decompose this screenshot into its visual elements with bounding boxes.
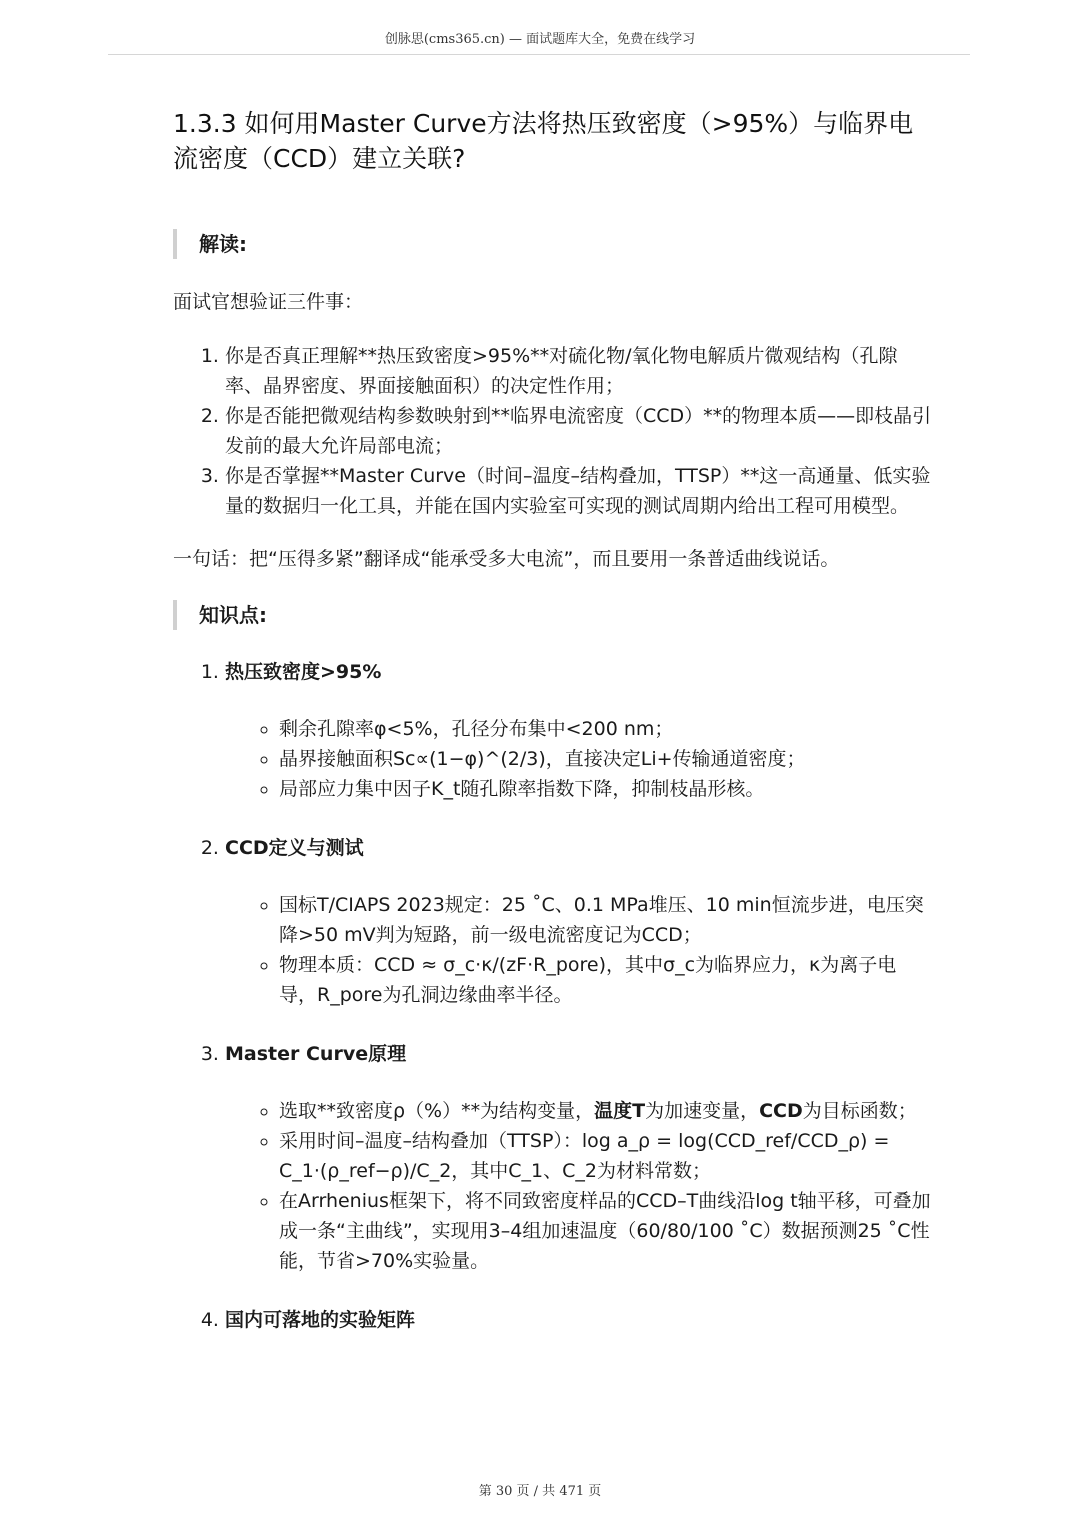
bullet-list — [225, 1096, 933, 1276]
interpretation-list — [173, 341, 933, 521]
list-item: 1. 你是否真正理解**热压致密度>95%**对硫化物/氧化物电解质片微观结构（孔隙率、晶界密度、界面接触面积）的决定性作用； — [225, 341, 933, 401]
interpretation-intro: 面试官想验证三件事： — [173, 291, 364, 313]
page-header: 创脉思(cms365.cn) — 面试题库大全，免费在线学习 — [384, 32, 696, 47]
bullet-bold-text: CCD — [759, 1100, 803, 1122]
section-title: CCD定义与测试 — [225, 837, 364, 859]
header-divider — [108, 54, 970, 55]
section-title: Master Curve原理 — [225, 1043, 407, 1065]
bullet-item: ◦ 剩余孔隙率φ<5%，孔径分布集中<200 nm； — [279, 714, 933, 744]
bullet-text: 为目标函数； — [802, 1100, 917, 1122]
list-item: 3. 你是否掌握**Master Curve（时间–温度–结构叠加，TTSP）**这一高通量、低实验量的数据归一化工具，并能在国内实验室可实现的测试周期内给出工程可用模型。 — [225, 461, 933, 521]
bullet-item — [279, 1096, 933, 1126]
interpretation-summary: 一句话：把“压得多紧”翻译成“能承受多大电流”，而且要用一条普适曲线说话。 — [173, 548, 840, 570]
bullet-bold-text: 温度T — [594, 1100, 646, 1122]
section-title: 国内可落地的实验矩阵 — [225, 1309, 416, 1331]
knowledge-section — [225, 833, 933, 1010]
bullet-list — [225, 890, 933, 1010]
interpretation-heading: 解读: — [173, 229, 933, 259]
bullet-item: ◦ 局部应力集中因子K_t随孔隙率指数下降，抑制枝晶形核。 — [279, 774, 933, 804]
knowledge-list — [173, 657, 933, 1335]
list-item: 2. 你是否能把微观结构参数映射到**临界电流密度（CCD）**的物理本质——即枝晶引发前的最大允许局部电流； — [225, 401, 933, 461]
knowledge-heading: 知识点: — [173, 600, 933, 630]
knowledge-section — [225, 1039, 933, 1276]
bullet-text: 为加速变量， — [645, 1100, 760, 1122]
bullet-item: ◦ 物理本质：CCD ≈ σ_c·κ/(zF·R_pore)，其中σ_c为临界应力，κ为离子电导，R_pore为孔洞边缘曲率半径。 — [279, 950, 933, 1010]
knowledge-section — [225, 657, 933, 804]
bullet-item: ◦ 采用时间–温度–结构叠加（TTSP）：log a_ρ = log(CCD_ref/CCD_ρ) = C_1·(ρ_ref−ρ)/C_2，其中C_1、C_2为材料常数； — [279, 1126, 933, 1186]
bullet-list — [225, 714, 933, 804]
bullet-item: ◦ 在Arrhenius框架下，将不同致密度样品的CCD–T曲线沿log t轴平移，可叠加成一条“主曲线”，实现用3–4组加速温度（60/80/100 ˚C）数据预测25 ˚C性能，节省>70%实验量。 — [279, 1186, 933, 1276]
bullet-text: 选取**致密度ρ（%）**为结构变量， — [279, 1100, 595, 1122]
page-footer: 第 30 页 / 共 471 页 — [478, 1484, 602, 1499]
bullet-item: ◦ 国标T/CIAPS 2023规定：25 ˚C、0.1 MPa堆压、10 min恒流步进，电压突降>50 mV判为短路，前一级电流密度记为CCD； — [279, 890, 933, 950]
knowledge-section — [225, 1305, 933, 1335]
bullet-item: ◦ 晶界接触面积Sc∝(1−φ)^(2/3)，直接决定Li+传输通道密度； — [279, 744, 933, 774]
document-body — [173, 106, 933, 1364]
page-title: 1.3.3 如何用Master Curve方法将热压致密度（>95%）与临界电流密度（CCD）建立关联? — [173, 109, 914, 173]
section-title: 热压致密度>95% — [225, 661, 382, 683]
